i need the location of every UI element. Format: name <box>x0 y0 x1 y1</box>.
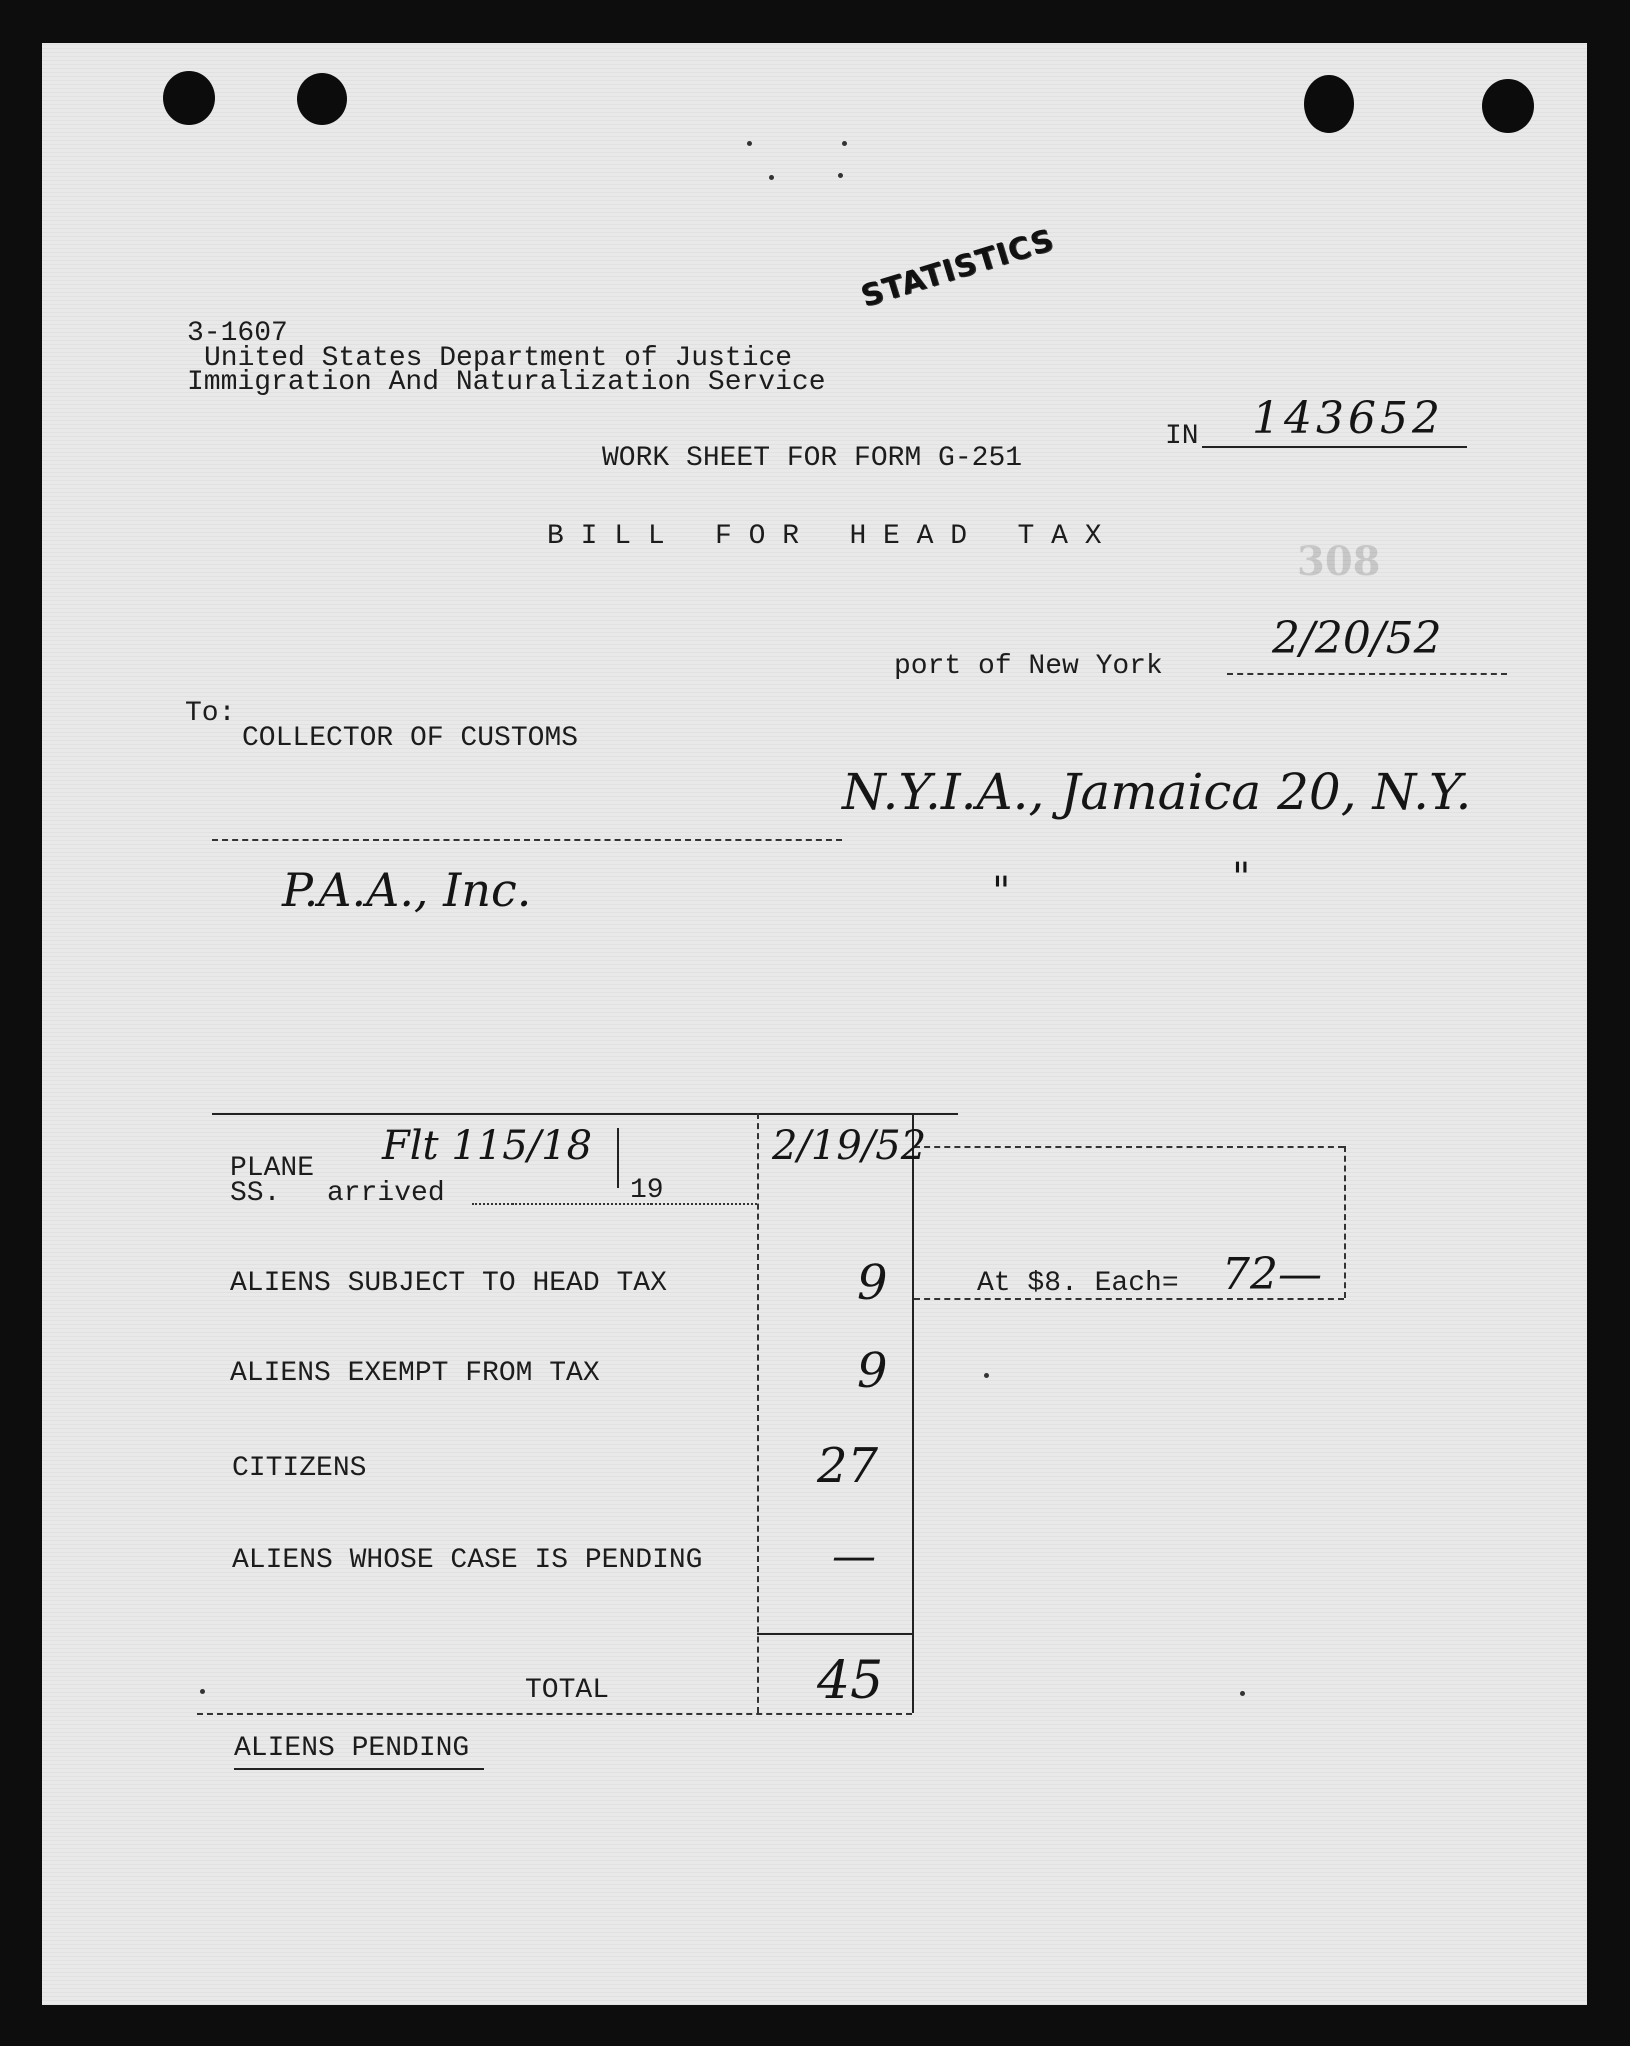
row-value-pending: — <box>832 1531 876 1582</box>
date-underline <box>1227 673 1507 675</box>
flight-handwritten: Flt 115/18 <box>382 1123 593 1169</box>
aliens-pending-label: ALIENS PENDING <box>234 1733 470 1764</box>
speck <box>1240 1691 1245 1696</box>
statistics-stamp: STATISTICS <box>857 222 1059 315</box>
row-label-exempt: ALIENS EXEMPT FROM TAX <box>230 1358 600 1389</box>
rate-amount: 72— <box>1222 1249 1322 1300</box>
flight-separator <box>617 1128 619 1188</box>
subtotal-line <box>757 1633 912 1635</box>
in-number: 143652 <box>1252 393 1444 444</box>
rate-box-right <box>1344 1146 1346 1298</box>
faint-number: 308 <box>1297 538 1381 585</box>
total-value: 45 <box>817 1651 884 1711</box>
port-label: port of New York <box>894 651 1163 682</box>
table-divider-right <box>912 1113 914 1713</box>
speck <box>842 141 847 146</box>
document-subtitle: B I L L F O R H E A D T A X <box>547 521 1102 552</box>
date: 2/20/52 <box>1272 613 1442 664</box>
addressee-handwritten-company: P.A.A., Inc. <box>282 863 532 917</box>
table-divider-left <box>757 1113 759 1713</box>
form-number: 3-1607 <box>187 318 288 349</box>
document-page <box>42 43 1587 2005</box>
to-addressee: COLLECTOR OF CUSTOMS <box>242 723 579 754</box>
speck <box>200 1689 205 1694</box>
row-label-pending: ALIENS WHOSE CASE IS PENDING <box>232 1545 703 1576</box>
punch-hole-1 <box>163 71 215 125</box>
speck <box>984 1373 989 1378</box>
arrived-dots <box>472 1203 652 1205</box>
punch-hole-3 <box>1304 75 1354 133</box>
row-value-exempt: 9 <box>857 1343 888 1399</box>
ditto-mark: " <box>992 869 1011 915</box>
speck <box>769 175 774 180</box>
arrived-label: arrived <box>327 1178 445 1209</box>
table-top-border <box>212 1113 958 1115</box>
in-label: IN <box>1165 421 1199 452</box>
speck <box>838 173 843 178</box>
addressee-handwritten-line1: N.Y.I.A., Jamaica 20, N.Y. <box>842 763 1472 821</box>
table-bottom-border <box>197 1713 912 1715</box>
to-label: To: <box>185 698 236 729</box>
arrival-date: 2/19/52 <box>772 1123 927 1169</box>
rate-label: At $8. Each= <box>977 1268 1179 1299</box>
row-label-citizens: CITIZENS <box>232 1453 367 1484</box>
row-value-subject-to-tax: 9 <box>857 1255 888 1311</box>
row-label-subject-to-tax: ALIENS SUBJECT TO HEAD TAX <box>230 1268 667 1299</box>
ditto-mark: " <box>1232 855 1251 901</box>
year-prefix: 19 <box>630 1175 664 1206</box>
ss-label: SS. <box>230 1178 281 1209</box>
in-number-underline <box>1202 446 1467 448</box>
agency-line-1: United States Department of Justice <box>204 343 793 374</box>
plane-label: PLANE <box>230 1153 315 1184</box>
punch-hole-4 <box>1482 79 1534 133</box>
addressee-line <box>212 839 842 841</box>
speck <box>747 141 752 146</box>
punch-hole-2 <box>297 73 347 125</box>
form-title: WORK SHEET FOR FORM G-251 <box>602 443 1023 474</box>
agency-line-2: Immigration And Naturalization Service <box>187 367 826 398</box>
rate-box-top <box>914 1146 1344 1148</box>
aliens-pending-underline <box>234 1768 484 1770</box>
total-label: TOTAL <box>525 1675 610 1706</box>
row-value-citizens: 27 <box>817 1438 879 1494</box>
